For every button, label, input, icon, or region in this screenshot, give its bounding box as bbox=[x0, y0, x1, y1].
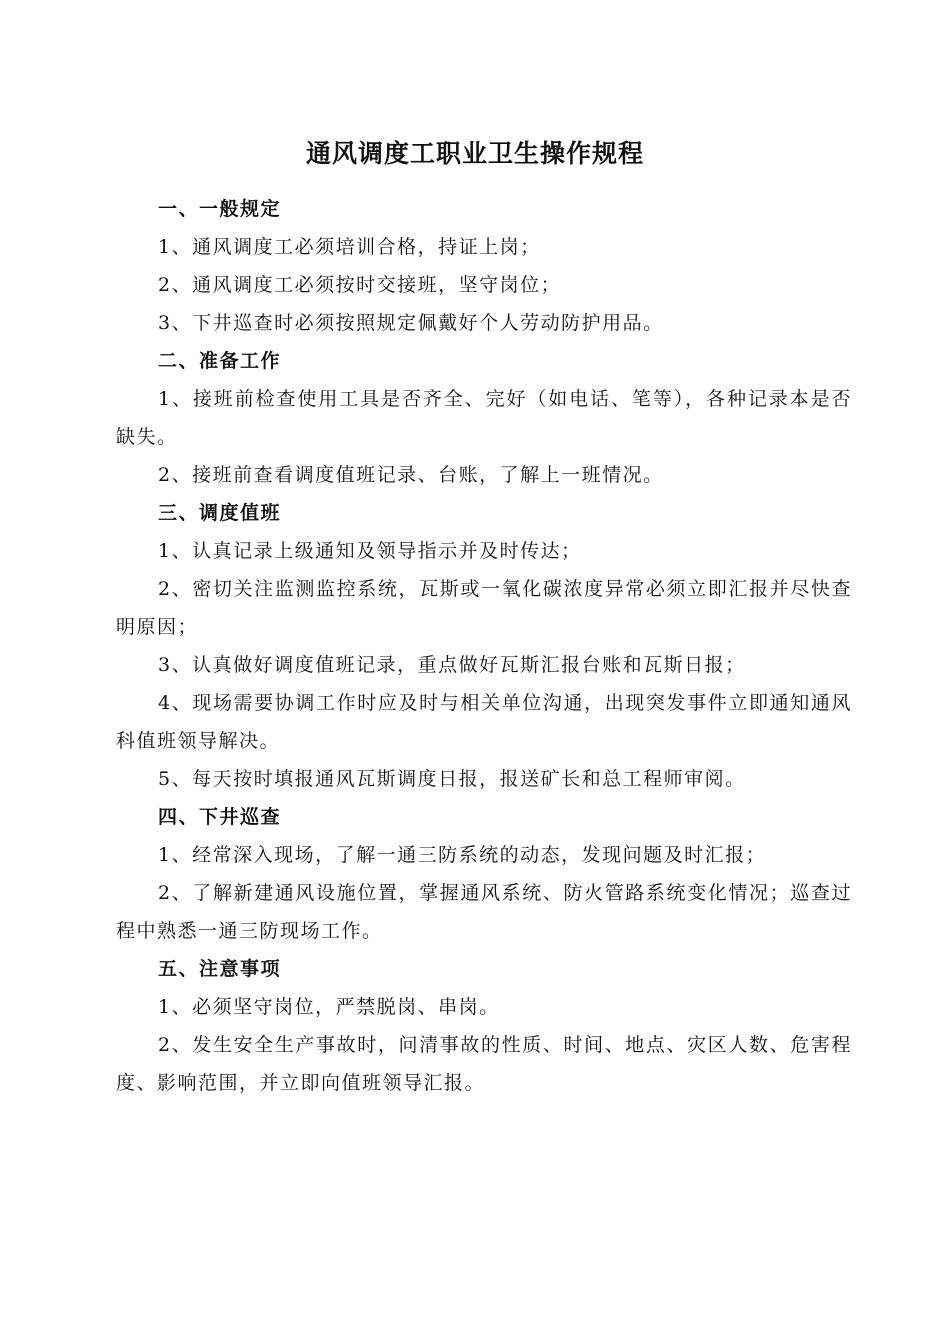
paragraph: 1、必须坚守岗位，严禁脱岗、串岗。 bbox=[158, 996, 500, 1018]
paragraph: 1、经常深入现场，了解一通三防系统的动态，发现问题及时汇报； bbox=[158, 844, 767, 866]
section-underground-inspection bbox=[116, 798, 852, 950]
document-body bbox=[116, 190, 852, 1102]
document-title: 通风调度工职业卫生操作规程 bbox=[305, 139, 644, 168]
paragraph: 2、了解新建通风设施位置，掌握通风系统、防火管路系统变化情况；巡查过程中熟悉一通三防现场工作。 bbox=[116, 882, 852, 942]
section-preparation bbox=[116, 342, 852, 494]
paragraph: 1、接班前检查使用工具是否齐全、完好（如电话、笔等），各种记录本是否缺失。 bbox=[116, 388, 852, 448]
paragraph: 2、接班前查看调度值班记录、台账，了解上一班情况。 bbox=[158, 464, 664, 486]
paragraph: 1、认真记录上级通知及领导指示并及时传达； bbox=[158, 540, 582, 562]
paragraph: 2、通风调度工必须按时交接班，坚守岗位； bbox=[158, 274, 562, 296]
paragraph: 3、下井巡查时必须按照规定佩戴好个人劳动防护用品。 bbox=[158, 312, 664, 334]
paragraph: 1、通风调度工必须培训合格，持证上岗； bbox=[158, 236, 541, 258]
paragraph: 5、每天按时填报通风瓦斯调度日报，报送矿长和总工程师审阅。 bbox=[158, 768, 746, 790]
section-general-rules bbox=[116, 190, 852, 342]
section-heading: 三、调度值班 bbox=[158, 502, 282, 524]
section-heading: 五、注意事项 bbox=[158, 958, 282, 980]
section-precautions bbox=[116, 950, 852, 1102]
paragraph: 3、认真做好调度值班记录，重点做好瓦斯汇报台账和瓦斯日报； bbox=[158, 654, 746, 676]
section-heading: 一、一般规定 bbox=[158, 198, 282, 220]
section-heading: 二、准备工作 bbox=[158, 350, 282, 372]
paragraph: 2、发生安全生产事故时，问清事故的性质、时间、地点、灾区人数、危害程度、影响范围，并立即向值班领导汇报。 bbox=[116, 1034, 852, 1094]
paragraph: 2、密切关注监测监控系统，瓦斯或一氧化碳浓度异常必须立即汇报并尽快查明原因； bbox=[116, 578, 852, 638]
section-dispatch-duty bbox=[116, 494, 852, 798]
section-heading: 四、下井巡查 bbox=[158, 806, 282, 828]
paragraph: 4、现场需要协调工作时应及时与相关单位沟通，出现突发事件立即通知通风科值班领导解决。 bbox=[116, 692, 852, 752]
